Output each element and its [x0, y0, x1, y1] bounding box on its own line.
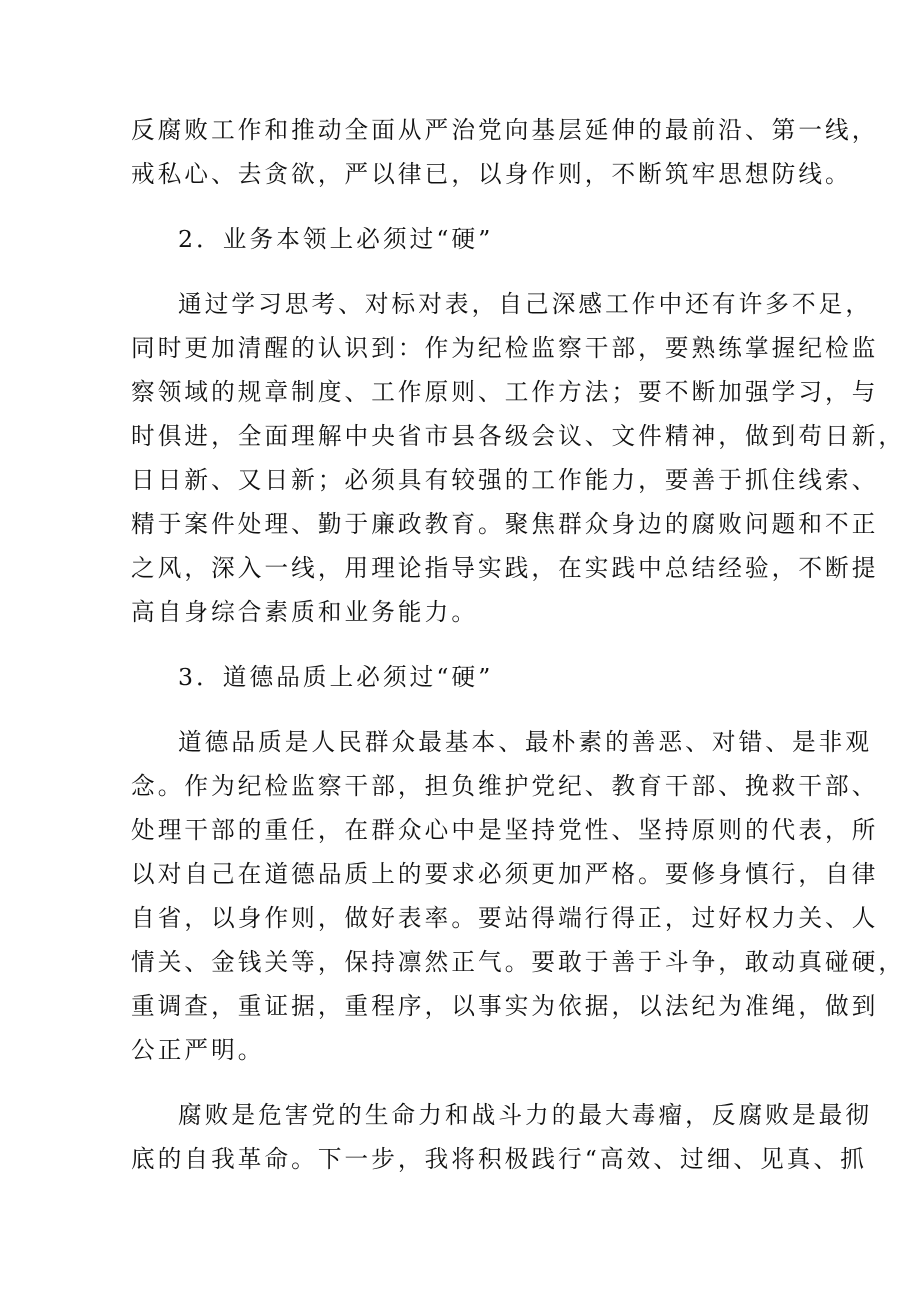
body-text-line: 察领域的规章制度、工作原则、工作方法；要不断加强学习，与	[131, 378, 879, 406]
body-text-line: 通过学习思考、对标对表，自己深感工作中还有许多不足，	[178, 290, 873, 318]
section-heading-2: 2．业务本领上必须过“硬”	[178, 225, 494, 253]
body-text-line: 情关、金钱关等，保持凛然正气。要敢于善于斗争，敢动真碰硬，	[131, 948, 906, 976]
body-text-line: 自省，以身作则，做好表率。要站得端行得正，过好权力关、人	[131, 904, 879, 932]
body-text-line: 念。作为纪检监察干部，担负维护党纪、教育干部、挽救干部、	[131, 772, 879, 800]
section-heading-3: 3．道德品质上必须过“硬”	[178, 663, 494, 691]
body-text-line: 底的自我革命。下一步，我将积极践行“高效、过细、见真、抓	[131, 1145, 867, 1173]
body-text-line: 戒私心、去贪欲，严以律已，以身作则，不断筑牢思想防线。	[131, 160, 852, 188]
body-text-line: 处理干部的重任，在群众心中是坚持党性、坚持原则的代表，所	[131, 816, 879, 844]
body-text-line: 反腐败工作和推动全面从严治党向基层延伸的最前沿、第一线，	[131, 116, 879, 144]
body-text-line: 道德品质是人民群众最基本、最朴素的善恶、对错、是非观	[178, 728, 873, 756]
body-text-line: 之风，深入一线，用理论指导实践，在实践中总结经验，不断提	[131, 554, 879, 582]
body-text-line: 重调查，重证据，重程序，以事实为依据，以法纪为准绳，做到	[131, 992, 879, 1020]
body-text-line: 公正严明。	[131, 1036, 265, 1064]
body-text-line: 精于案件处理、勤于廉政教育。聚焦群众身边的腐败问题和不正	[131, 510, 879, 538]
body-text-line: 高自身综合素质和业务能力。	[131, 598, 479, 626]
body-text-line: 以对自己在道德品质上的要求必须更加严格。要修身慎行，自律	[131, 860, 879, 888]
body-text-line: 时俱进，全面理解中央省市县各级会议、文件精神，做到苟日新，	[131, 422, 906, 450]
body-text-line: 日日新、又日新；必须具有较强的工作能力，要善于抓住线索、	[131, 466, 879, 494]
body-text-line: 同时更加清醒的认识到：作为纪检监察干部，要熟练掌握纪检监	[131, 334, 879, 362]
document-body	[131, 108, 906, 1181]
body-text-line: 腐败是危害党的生命力和战斗力的最大毒瘤，反腐败是最彻	[178, 1101, 873, 1129]
